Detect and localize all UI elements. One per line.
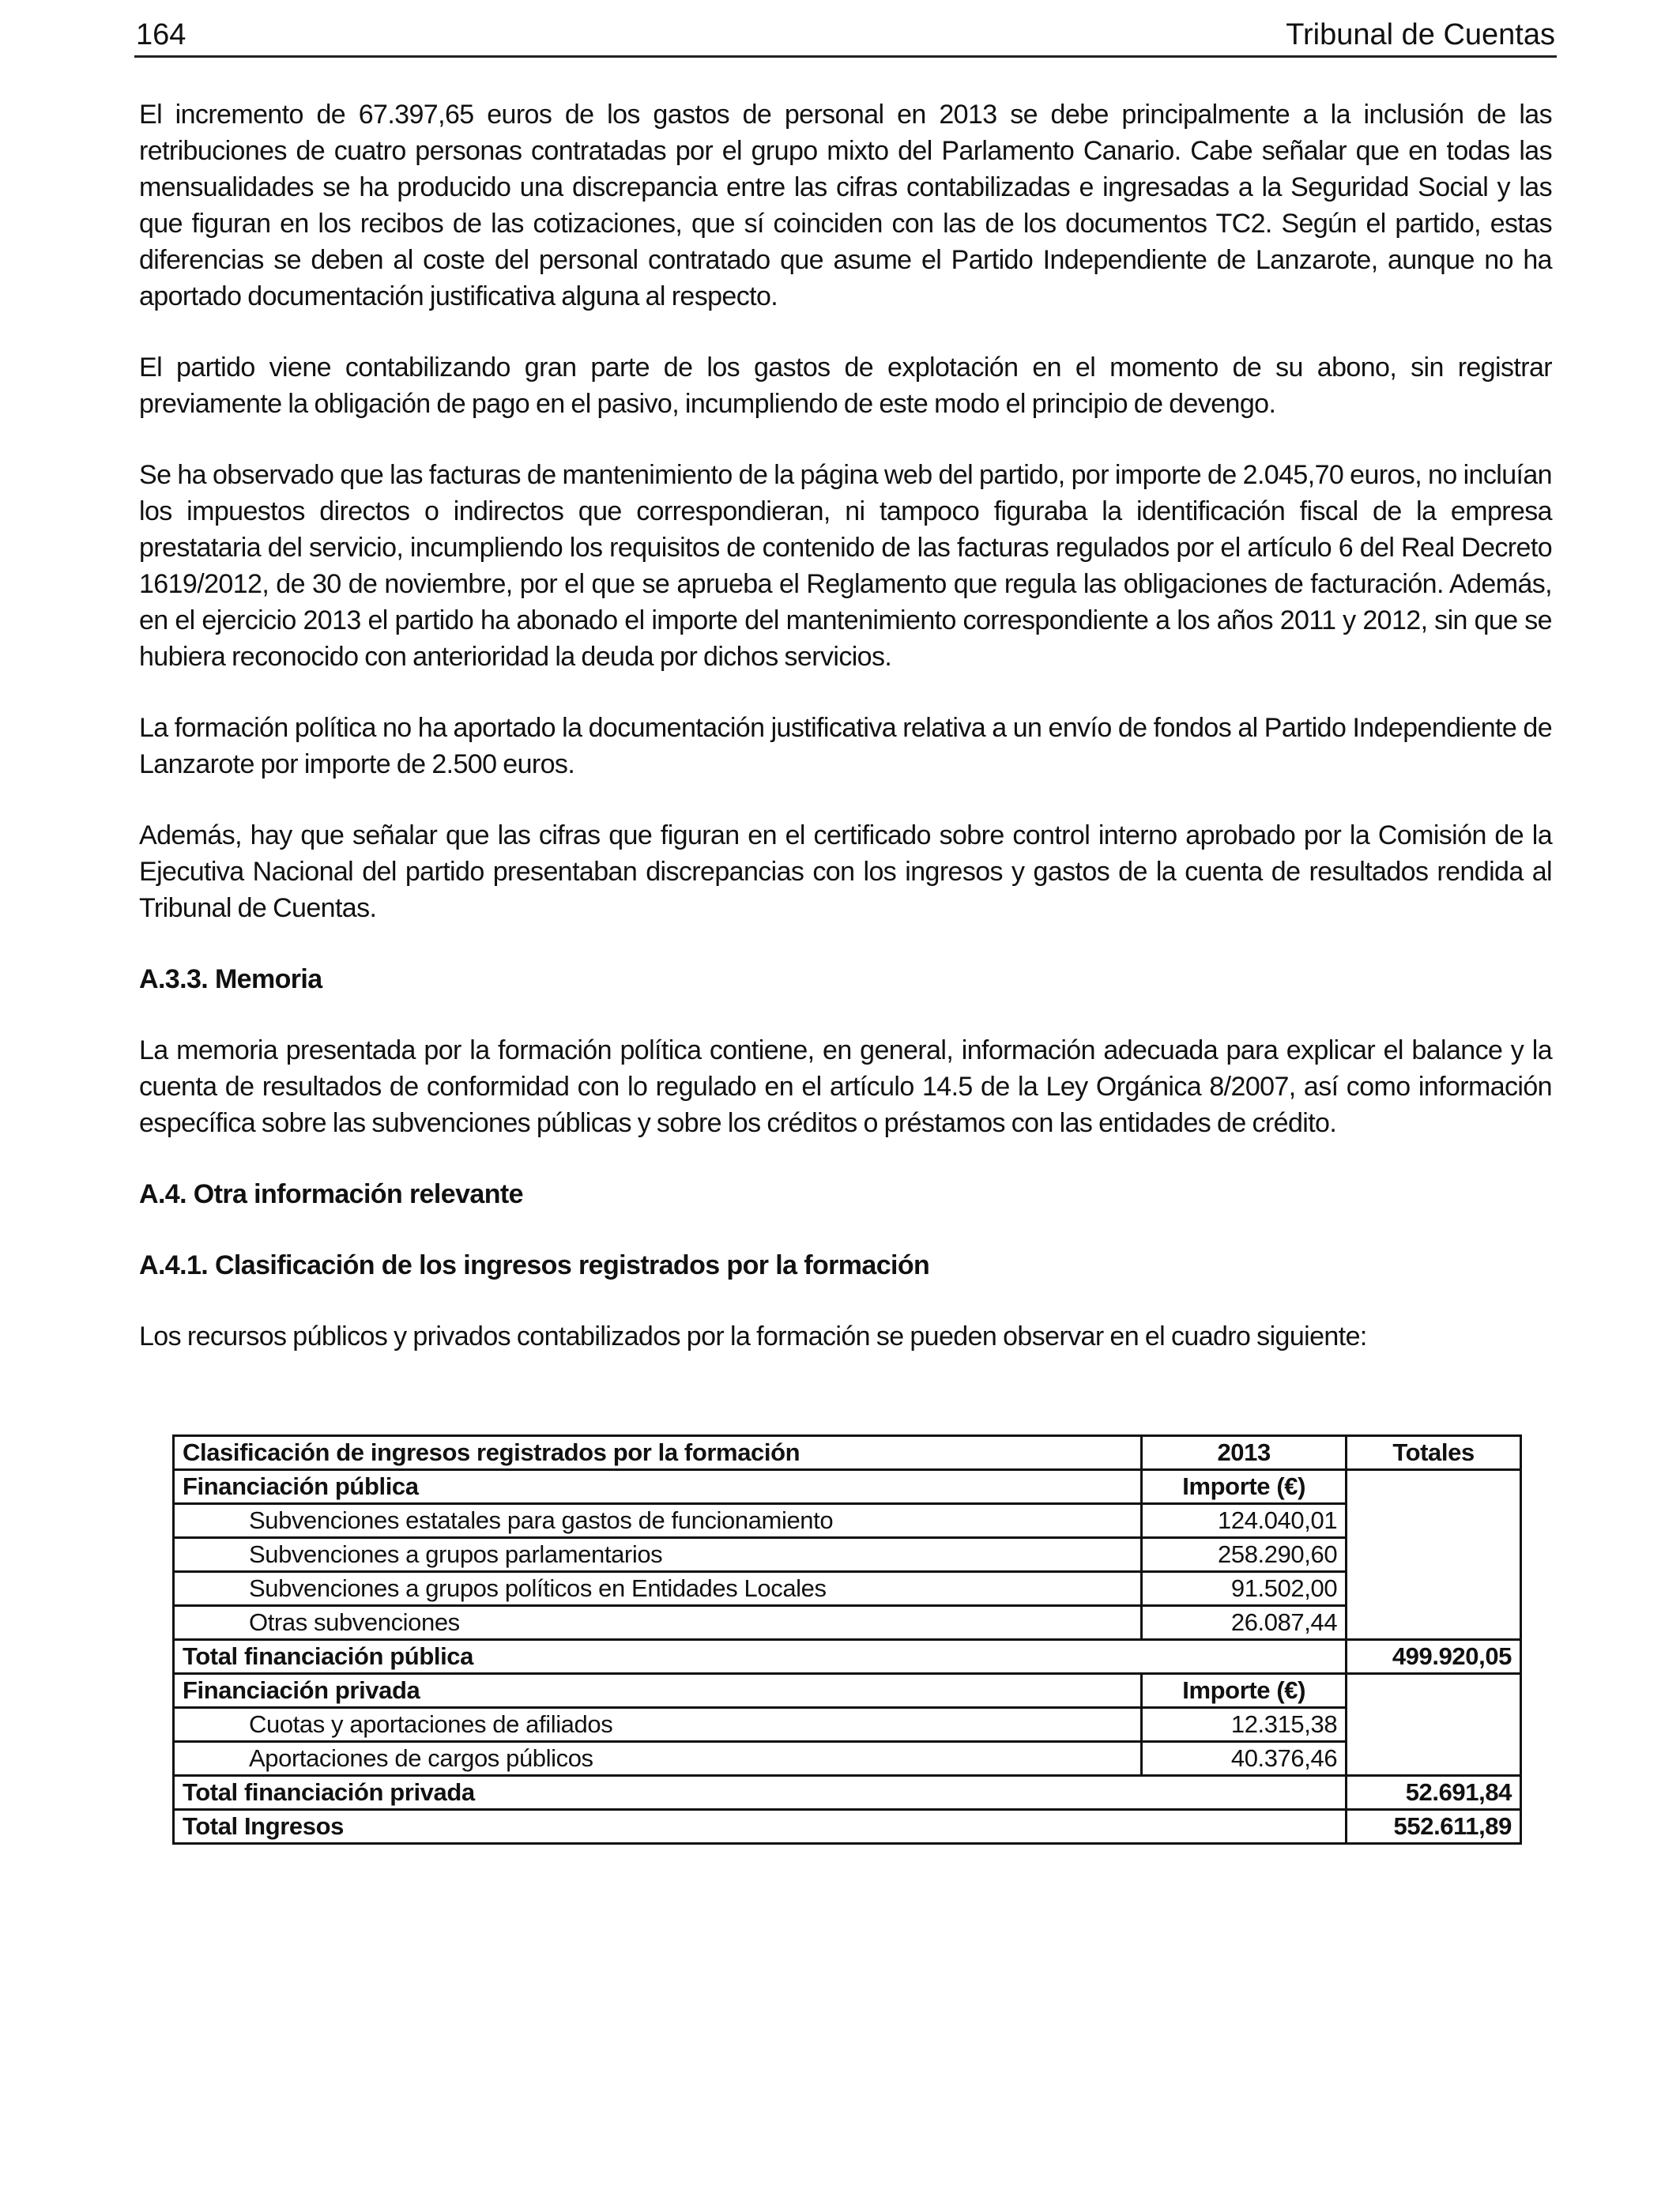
public-amount-header: Importe (€) — [1142, 1470, 1347, 1504]
paragraph-web-invoices: Se ha observado que las facturas de mantenimiento de la página web del partido, por importe de 2.045,70 euros, no incluían los impuestos directos o indirectos que correspondieran, ni tampoco figuraba la identificación fiscal de la empresa prestataria del servicio, incumpliendo los requisitos de contenido de las facturas regulados por el artículo 6 del Real Decreto 1619/2012, de 30 de noviembre, por el que se aprueba el Reglamento que regula las obligaciones de facturación. Además, en el ejercicio 2013 el partido ha abonado el importe del mantenimiento correspondiente a los años 2011 y 2012, sin que se hubiera reconocido con anterioridad la deuda por dichos servicios. — [139, 460, 1552, 672]
table-row-public-total — [174, 1640, 1521, 1674]
public-total-label: Total financiación pública — [174, 1640, 1347, 1674]
table-row-grand-total — [174, 1810, 1521, 1844]
private-total-value: 52.691,84 — [1347, 1776, 1521, 1810]
table-row — [174, 1742, 1521, 1776]
running-title: Tribunal de Cuentas — [1286, 18, 1555, 51]
public-row-value: 124.040,01 — [1142, 1504, 1347, 1538]
table-header-classification: Clasificación de ingresos registrados por la formación — [174, 1436, 1142, 1470]
public-row-value: 91.502,00 — [1142, 1572, 1347, 1606]
private-totals-empty-cell — [1347, 1674, 1521, 1776]
public-financing-title: Financiación pública — [174, 1470, 1142, 1504]
page-number: 164 — [136, 18, 186, 51]
public-row-label: Subvenciones a grupos políticos en Entidades Locales — [174, 1572, 1142, 1606]
private-row-label: Aportaciones de cargos públicos — [174, 1742, 1142, 1776]
table-header-row — [174, 1436, 1521, 1470]
public-row-value: 258.290,60 — [1142, 1538, 1347, 1572]
grand-total-label: Total Ingresos — [174, 1810, 1347, 1844]
page-body — [139, 96, 1552, 1389]
private-row-value: 12.315,38 — [1142, 1708, 1347, 1742]
public-row-label: Otras subvenciones — [174, 1606, 1142, 1640]
public-row-label: Subvenciones a grupos parlamentarios — [174, 1538, 1142, 1572]
table-row-private-title — [174, 1674, 1521, 1708]
private-amount-header: Importe (€) — [1142, 1674, 1347, 1708]
heading-memoria: A.3.3. Memoria — [139, 964, 322, 994]
paragraph-accrual-principle: El partido viene contabilizando gran parte de los gastos de explotación en el momento de su abono, sin registrar previamente la obligación de pago en el pasivo, incumpliendo de este modo el principio de devengo. — [139, 352, 1552, 419]
public-row-label: Subvenciones estatales para gastos de funcionamiento — [174, 1504, 1142, 1538]
public-total-value: 499.920,05 — [1347, 1640, 1521, 1674]
paragraph-table-intro: Los recursos públicos y privados contabilizados por la formación se pueden observar en el cuadro siguiente: — [139, 1321, 1367, 1351]
page-header — [134, 14, 1557, 58]
paragraph-internal-control: Además, hay que señalar que las cifras que figuran en el certificado sobre control interno aprobado por la Comisión de la Ejecutiva Nacional del partido presentaban discrepancias con los ingresos y gastos de la cuenta de resultados rendida al Tribunal de Cuentas. — [139, 820, 1552, 923]
table-row — [174, 1708, 1521, 1742]
public-totals-empty-cell — [1347, 1470, 1521, 1640]
heading-income-classification: A.4.1. Clasificación de los ingresos registrados por la formación — [139, 1250, 930, 1280]
paragraph-funds-transfer: La formación política no ha aportado la documentación justificativa relativa a un envío de fondos al Partido Independiente de Lanzarote por importe de 2.500 euros. — [139, 713, 1552, 779]
heading-other-info: A.4. Otra información relevante — [139, 1179, 523, 1209]
table-row — [174, 1538, 1521, 1572]
income-classification-table — [172, 1434, 1522, 1845]
private-total-label: Total financiación privada — [174, 1776, 1347, 1810]
private-row-value: 40.376,46 — [1142, 1742, 1347, 1776]
paragraph-personnel-costs: El incremento de 67.397,65 euros de los gastos de personal en 2013 se debe principalmente a la inclusión de las retribuciones de cuatro personas contratadas por el grupo mixto del Parlamento Canario. Cabe señalar que en todas las mensualidades se ha producido una discrepancia entre las cifras contabilizadas e ingresadas a la Seguridad Social y las que figuran en los recibos de las cotizaciones, que sí coinciden con las de los documentos TC2. Según el partido, estas diferencias se deben al coste del personal contratado que asume el Partido Independiente de Lanzarote, aunque no ha aportado documentación justificativa alguna al respecto. — [139, 100, 1552, 311]
income-table-wrapper — [172, 1434, 1522, 1845]
paragraph-memoria: La memoria presentada por la formación política contiene, en general, información adecuada para explicar el balance y la cuenta de resultados de conformidad con lo regulado en el artículo 14.5 de la Ley Orgánica 8/2007, así como información específica sobre las subvenciones públicas y sobre los créditos o préstamos con las entidades de crédito. — [139, 1035, 1552, 1138]
grand-total-value: 552.611,89 — [1347, 1810, 1521, 1844]
private-row-label: Cuotas y aportaciones de afiliados — [174, 1708, 1142, 1742]
table-header-totals: Totales — [1347, 1436, 1521, 1470]
table-row-public-title — [174, 1470, 1521, 1504]
public-row-value: 26.087,44 — [1142, 1606, 1347, 1640]
table-row — [174, 1572, 1521, 1606]
table-row-private-total — [174, 1776, 1521, 1810]
table-row — [174, 1504, 1521, 1538]
table-header-year: 2013 — [1142, 1436, 1347, 1470]
table-row — [174, 1606, 1521, 1640]
private-financing-title: Financiación privada — [174, 1674, 1142, 1708]
